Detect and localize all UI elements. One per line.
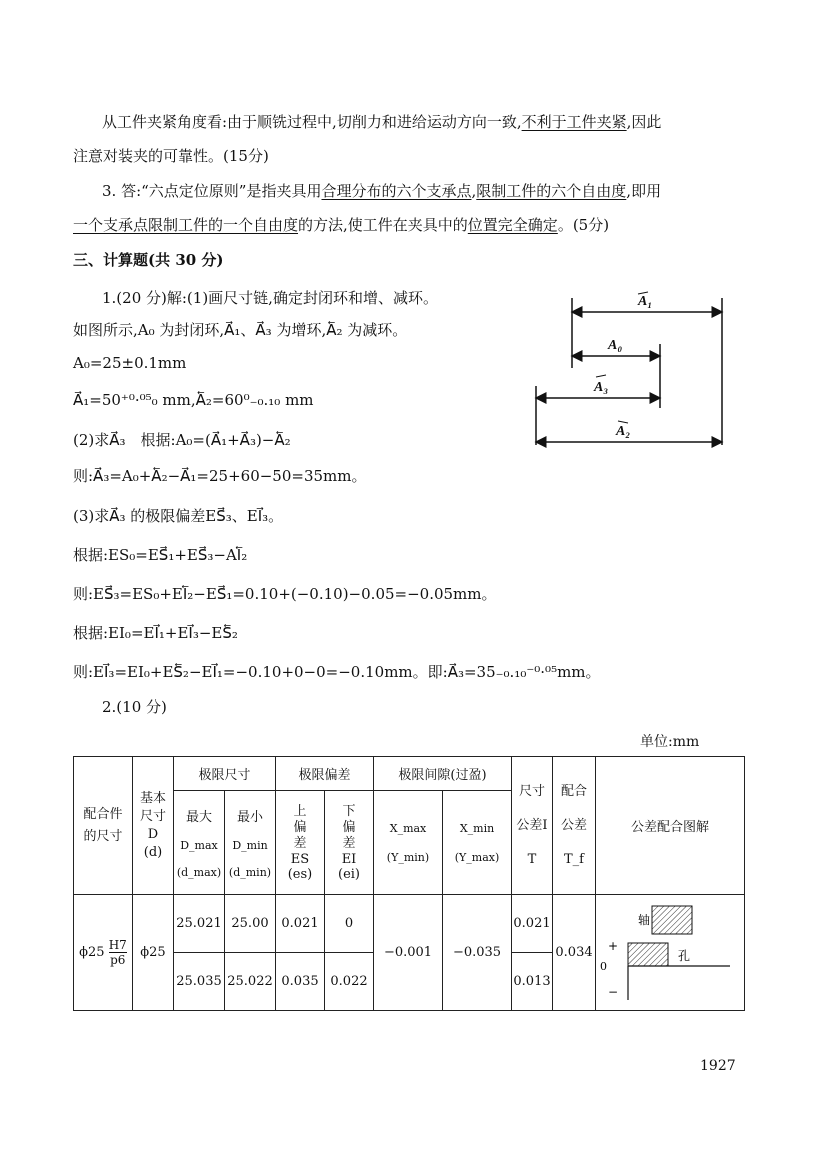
header-xmin <box>443 791 512 895</box>
calc-line-10: 根据:EI₀=EI⃗₁+EI⃗₃−ES⃖₂ <box>73 624 238 642</box>
header-max <box>174 791 225 895</box>
cell-fit <box>74 895 133 1011</box>
cell-basic: ϕ25 <box>133 895 174 1011</box>
label-a0: A₀ <box>608 338 623 353</box>
header-dmax-paren: (d_max) <box>176 866 222 879</box>
calc-line-3: A₀=25±0.1mm <box>73 354 187 372</box>
calc-line-7: (3)求A⃗₃ 的极限偏差ES⃗₃、EI⃗₃。 <box>73 507 284 525</box>
paragraph-line-3 <box>102 181 661 201</box>
section-title: 三、计算题(共 30 分) <box>73 251 224 269</box>
header-limit-deviation: 极限偏差 <box>276 757 374 791</box>
p1-underlined: 不利于工件夹紧 <box>521 113 627 131</box>
header-limit-clearance: 极限间隙(过盈) <box>374 757 512 791</box>
cell-r2-min: 25.022 <box>225 953 276 1011</box>
header-es-paren: (es) <box>287 866 313 882</box>
cell-diagram <box>596 895 745 1011</box>
plus-label: + <box>608 938 619 953</box>
header-dmin-paren: (d_min) <box>228 866 272 879</box>
cell-fit-tol: 0.034 <box>553 895 596 1011</box>
calc-line-5: (2)求A⃗₃ 根据:A₀=(A⃗₁+A⃗₃)−A⃖₂ <box>73 431 291 449</box>
label-a1: A₁ <box>638 294 653 309</box>
p4-underline-b: 位置完全确定 <box>467 216 558 234</box>
header-ymin: (Y_min) <box>386 850 430 864</box>
hole-zone <box>628 943 668 966</box>
p4-part-b: 。(5分) <box>557 216 610 234</box>
header-dmax: D_max <box>180 839 218 852</box>
calc-line-11: 则:EI⃗₃=EI₀+ES⃖₂−EI⃗₁=−0.10+0−0=−0.10mm。即:A⃗₃=35₋₀.₁₀⁻⁰·⁰⁵mm。 <box>73 663 601 681</box>
calc-line-2: 如图所示,A₀ 为封闭环,A⃗₁、A⃗₃ 为增环,A⃖₂ 为减环。 <box>73 321 408 339</box>
calc-line-9: 则:ES⃗₃=ES₀+EI⃖₂−ES⃗₁=0.10+(−0.10)−0.05=−0.05mm。 <box>73 585 497 603</box>
p3-underline-b: 限制工件的六个自由度 <box>476 182 627 200</box>
hole-label: 孔 <box>678 948 691 963</box>
p4-underline-a: 一个支承点限制工件的一个自由度 <box>73 216 299 234</box>
calc-line-6: 则:A⃗₃=A₀+A⃖₂−A⃗₁=25+60−50=35mm。 <box>73 467 367 485</box>
fit-shaft: p6 <box>110 953 126 967</box>
header-min <box>225 791 276 895</box>
paragraph-line-1 <box>102 112 661 132</box>
p4-part-a: 的方法,使工件在夹具中的 <box>298 216 468 234</box>
header-max-label: 最大 <box>185 810 212 825</box>
header-ei-paren: (ei) <box>338 866 360 882</box>
minus-label: − <box>608 984 619 999</box>
cell-r1-lower: 0 <box>325 895 374 953</box>
fit-hole: H7 <box>108 938 127 952</box>
header-ei: EI <box>341 851 357 867</box>
header-upper-label: 上偏差 <box>293 803 307 851</box>
paragraph-line-4 <box>73 215 609 235</box>
p3-underline-a: 合理分布的六个支承点 <box>321 182 472 200</box>
cell-xmin: −0.035 <box>443 895 512 1011</box>
shaft-label: 轴 <box>638 912 651 927</box>
cell-r1-min: 25.00 <box>225 895 276 953</box>
header-lower-dev <box>325 791 374 895</box>
label-a2: A₂ <box>616 424 631 439</box>
header-diagram: 公差配合图解 <box>596 757 745 895</box>
calc-line-1: 1.(20 分)解:(1)画尺寸链,确定封闭环和增、减环。 <box>102 289 438 307</box>
cell-r1-max: 25.021 <box>174 895 225 953</box>
shaft-zone <box>652 906 692 934</box>
header-basic-size: 基本尺寸D(d) <box>133 757 174 895</box>
cell-r2-max: 25.035 <box>174 953 225 1011</box>
header-limit-size: 极限尺寸 <box>174 757 276 791</box>
cell-r1-tol: 0.021 <box>512 895 553 953</box>
header-lower-label: 下偏差 <box>342 803 356 851</box>
unit-label: 单位:mm <box>640 734 700 750</box>
header-fit-tolerance: 配合公差T_f <box>553 757 596 895</box>
p3-part-a: 3. 答:“六点定位原则”是指夹具用 <box>102 182 322 200</box>
header-xmin-label: X_min <box>459 821 495 835</box>
cell-r2-tol: 0.013 <box>512 953 553 1011</box>
header-ymax: (Y_max) <box>454 850 500 864</box>
tolerance-zone-diagram <box>600 896 740 1006</box>
header-size-tolerance: 尺寸公差IT <box>512 757 553 895</box>
paragraph-line-2: 注意对装夹的可靠性。(15分) <box>73 147 269 165</box>
cell-xmax: −0.001 <box>374 895 443 1011</box>
label-a3: A₃ <box>594 380 609 395</box>
header-fit-size: 配合件的尺寸 <box>74 757 133 895</box>
page-number: 1927 <box>700 1058 736 1074</box>
calc-line-4: A⃗₁=50⁺⁰·⁰⁵₀ mm,A⃖₂=60⁰₋₀.₁₀ mm <box>73 391 314 409</box>
header-min-label: 最小 <box>236 810 263 825</box>
cell-r1-upper: 0.021 <box>276 895 325 953</box>
dimension-chain-diagram <box>530 280 730 455</box>
p3-part-b: , <box>471 182 477 200</box>
header-xmax-label: X_max <box>389 821 427 835</box>
calc-line-12: 2.(10 分) <box>102 698 167 716</box>
p1-part-b: ,因此 <box>626 113 662 131</box>
p3-part-c: ,即用 <box>626 182 662 200</box>
header-xmax <box>374 791 443 895</box>
header-es: ES <box>290 851 310 867</box>
fit-prefix: ϕ25 <box>79 945 105 960</box>
zero-label: 0 <box>600 959 607 973</box>
header-upper-dev <box>276 791 325 895</box>
cell-r2-upper: 0.035 <box>276 953 325 1011</box>
p1-part-a: 从工件夹紧角度看:由于顺铣过程中,切削力和进给运动方向一致, <box>102 113 522 131</box>
header-dmin: D_min <box>232 839 268 852</box>
cell-r2-lower: 0.022 <box>325 953 374 1011</box>
calc-line-8: 根据:ES₀=ES⃗₁+ES⃗₃−AI⃖₂ <box>73 546 248 564</box>
tolerance-fit-table <box>73 756 745 1011</box>
